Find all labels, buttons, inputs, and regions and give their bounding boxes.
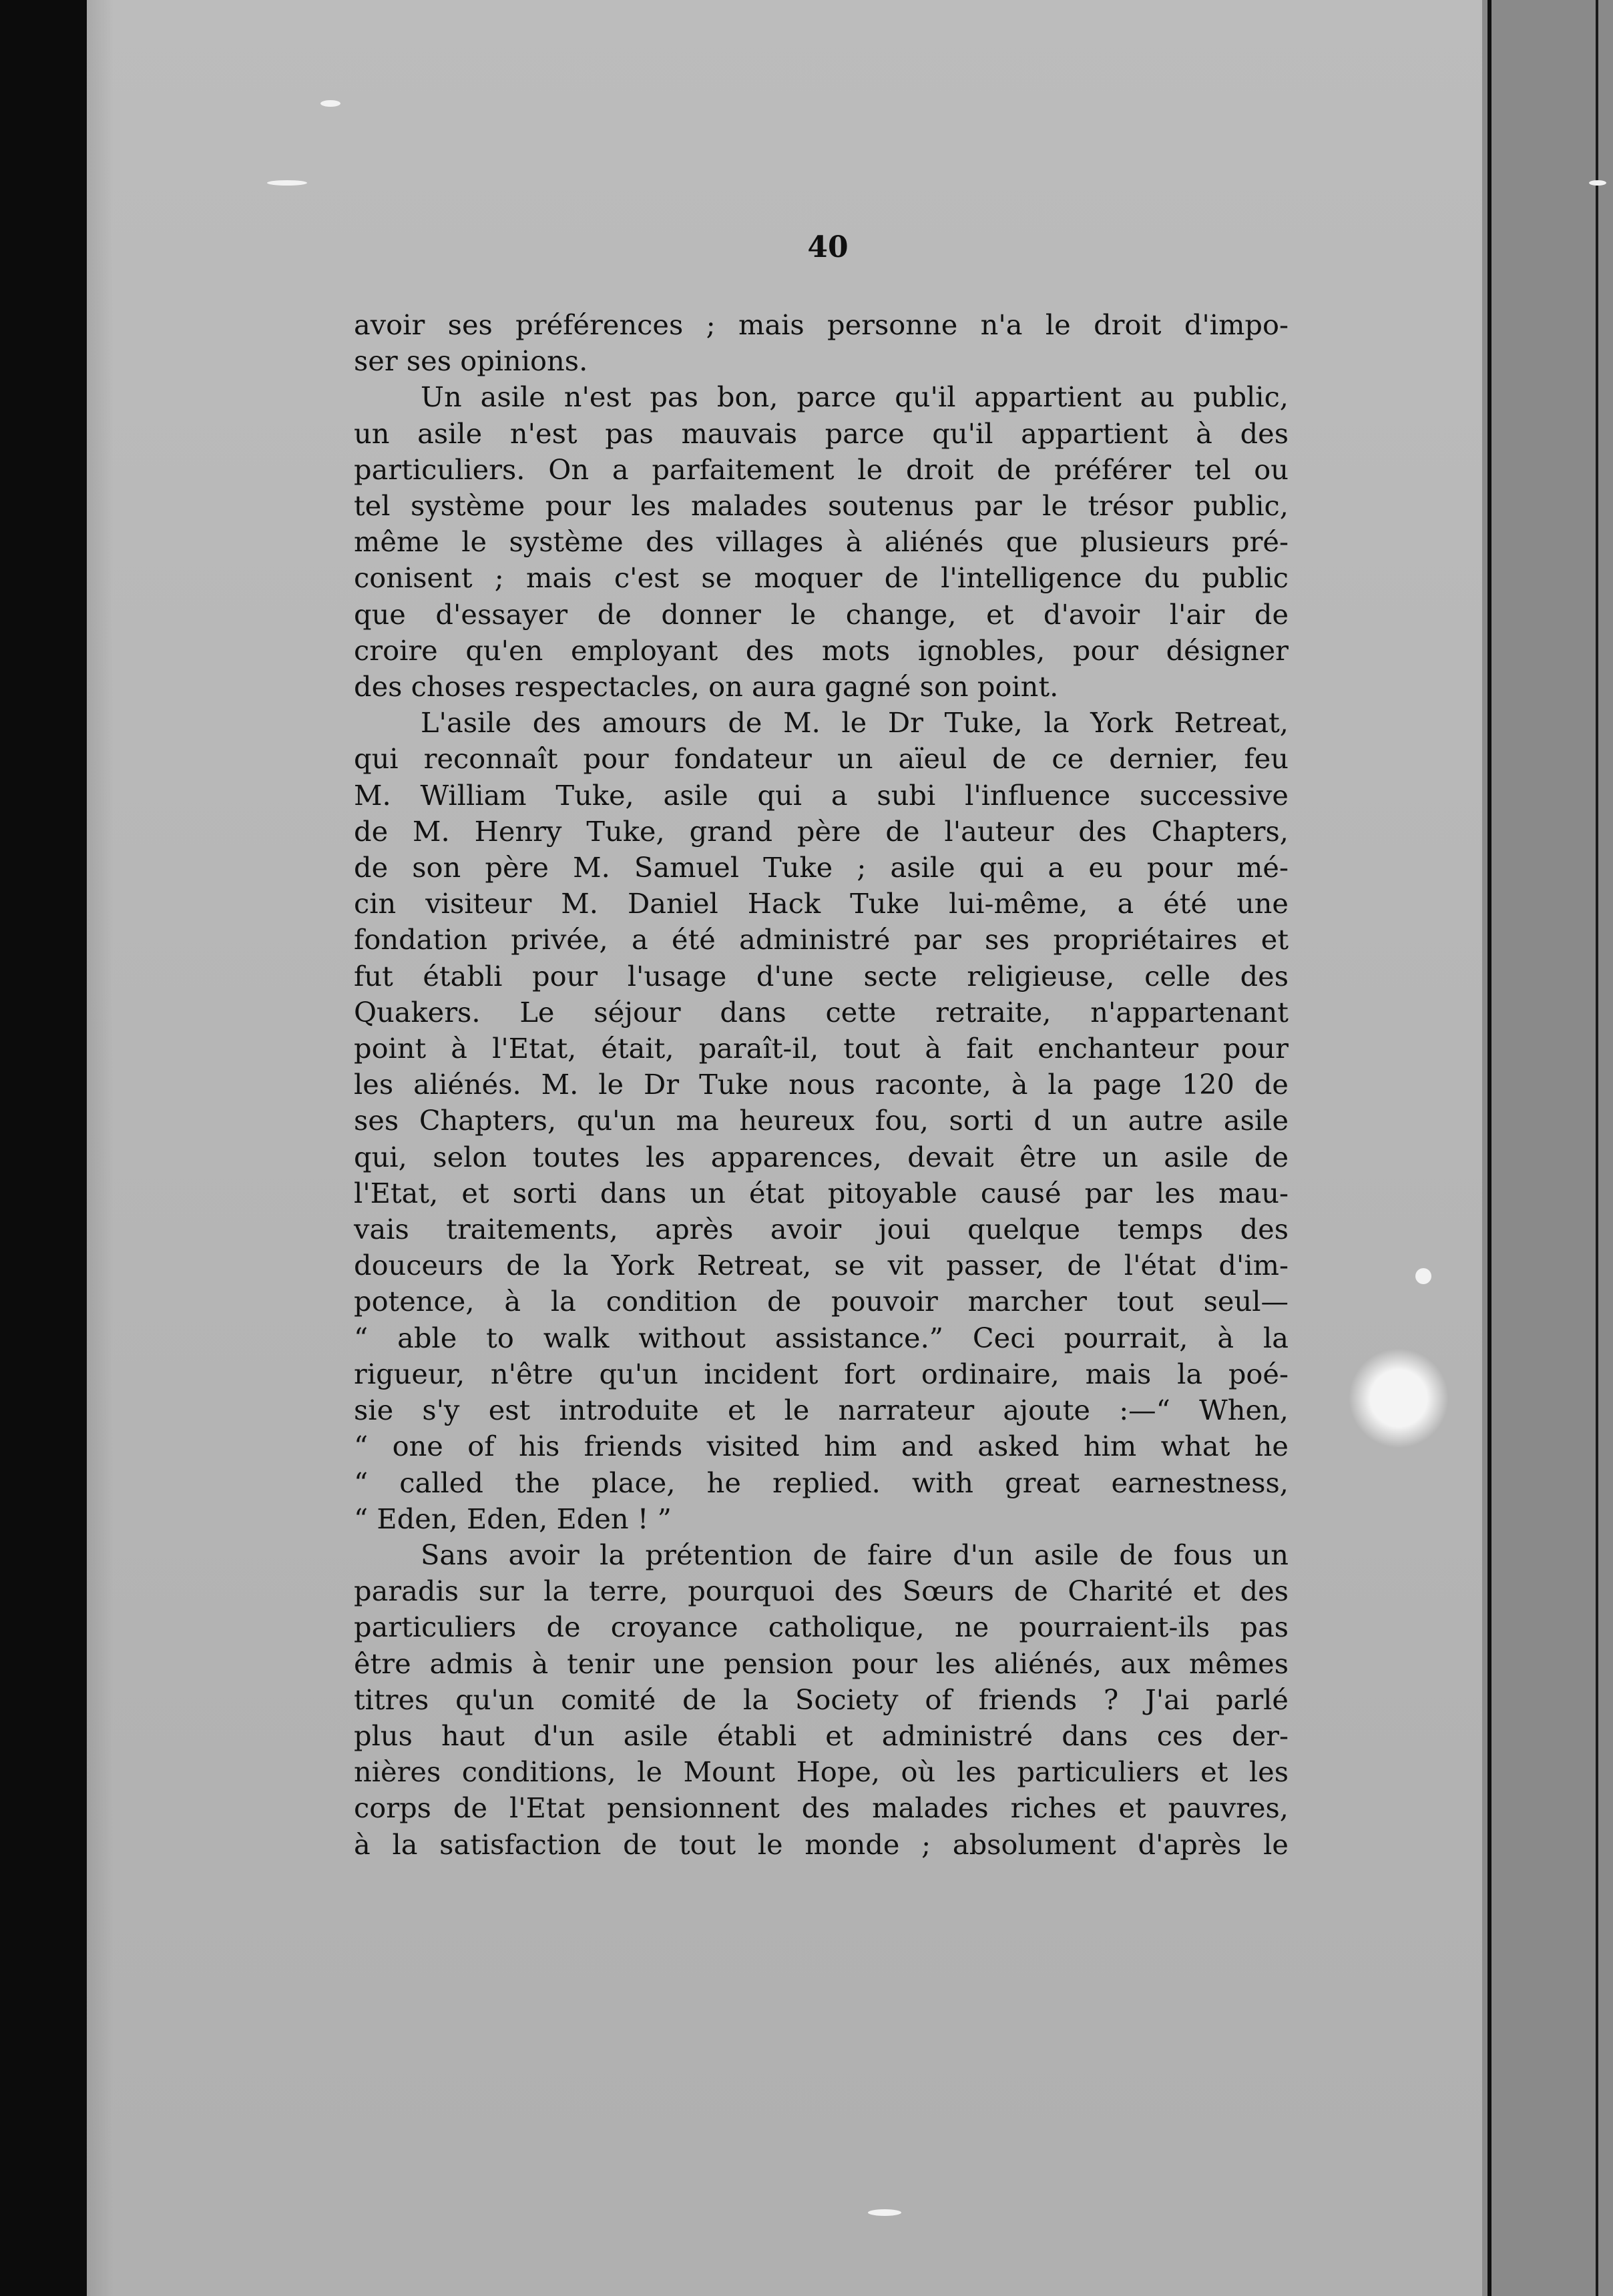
text-line: fut établi pour l'usage d'une secte religieuse, celle des — [354, 959, 1289, 992]
text-line: douceurs de la York Retreat, se vit passer, de l'état d'im- — [354, 1249, 1289, 1282]
text-line: l'Etat, et sorti dans un état pitoyable causé par les mau- — [354, 1176, 1289, 1209]
facing-page-edge — [1482, 0, 1613, 2296]
facing-page-border — [1596, 0, 1598, 2296]
text-line: des choses respectacles, on aura gagné son point. — [354, 670, 1059, 703]
text-line: avoir ses préférences ; mais personne n'a le droit d'impo- — [354, 308, 1289, 341]
text-line: Un asile n'est pas bon, parce qu'il appartient au public, — [421, 380, 1289, 414]
text-line: à la satisfaction de tout le monde ; absolument d'après le — [354, 1827, 1289, 1861]
text-line: Quakers. Le séjour dans cette retraite, n'appartenant — [354, 995, 1289, 1029]
text-line: même le système des villages à aliénés que plusieurs pré- — [354, 525, 1289, 559]
text-line: “ one of his friends visited him and asked him what he — [354, 1430, 1289, 1463]
scan-speck — [1589, 180, 1606, 186]
text-line: particuliers de croyance catholique, ne pourraient-ils pas — [354, 1611, 1289, 1644]
scan-speck — [320, 100, 340, 107]
text-line: cin visiteur M. Daniel Hack Tuke lui-même, a été une — [354, 887, 1289, 920]
body-text — [354, 307, 1289, 1863]
paragraph — [354, 705, 1289, 1537]
text-line: nières conditions, le Mount Hope, où les particuliers et les — [354, 1755, 1289, 1789]
text-line: M. William Tuke, asile qui a subi l'influence successive — [354, 778, 1289, 812]
text-line: être admis à tenir une pension pour les aliénés, aux mêmes — [354, 1647, 1289, 1680]
scan-speck — [267, 180, 307, 186]
text-line: les aliénés. M. le Dr Tuke nous raconte, à la page 120 de — [354, 1068, 1289, 1101]
text-line: titres qu'un comité de la Society of friends ? J'ai parlé — [354, 1683, 1289, 1716]
text-line: conisent ; mais c'est se moquer de l'intelligence du public — [354, 561, 1289, 595]
text-line: plus haut d'un asile établi et administré dans ces der- — [354, 1719, 1289, 1752]
text-line: sie s'y est introduite et le narrateur ajoute :—“ When, — [354, 1394, 1289, 1427]
text-line: paradis sur la terre, pourquoi des Sœurs de Charité et des — [354, 1574, 1289, 1608]
text-line: L'asile des amours de M. le Dr Tuke, la York Retreat, — [421, 706, 1289, 740]
paragraph — [354, 1537, 1289, 1863]
paragraph — [354, 307, 1289, 379]
scan-speck — [1415, 1268, 1431, 1284]
text-line: qui, selon toutes les apparences, devait être un asile de — [354, 1140, 1289, 1173]
text-line: vais traitements, après avoir joui quelque temps des — [354, 1213, 1289, 1246]
text-line: Sans avoir la prétention de faire d'un asile de fous un — [421, 1538, 1289, 1571]
text-line: particuliers. On a parfaitement le droit de préférer tel ou — [354, 453, 1289, 486]
text-line: ses Chapters, qu'un ma heureux fou, sorti d un autre asile — [354, 1104, 1289, 1137]
text-line: fondation privée, a été administré par ses propriétaires et — [354, 923, 1289, 956]
scan-blemish — [1349, 1348, 1449, 1448]
text-line: qui reconnaît pour fondateur un aïeul de ce dernier, feu — [354, 742, 1289, 776]
paragraph — [354, 379, 1289, 705]
text-line: potence, à la condition de pouvoir marcher tout seul— — [354, 1285, 1289, 1318]
text-line: que d'essayer de donner le change, et d'avoir l'air de — [354, 597, 1289, 631]
text-line: point à l'Etat, était, paraît-il, tout à fait enchanteur pour — [354, 1032, 1289, 1065]
text-line: corps de l'Etat pensionnent des malades riches et pauvres, — [354, 1791, 1289, 1825]
text-line: de son père M. Samuel Tuke ; asile qui a eu pour mé- — [354, 851, 1289, 884]
text-line: rigueur, n'être qu'un incident fort ordinaire, mais la poé- — [354, 1357, 1289, 1390]
text-line: croire qu'en employant des mots ignobles, pour désigner — [354, 633, 1289, 667]
text-line: “ Eden, Eden, Eden ! ” — [354, 1502, 672, 1535]
text-line: “ able to walk without assistance.” Ceci pourrait, à la — [354, 1321, 1289, 1354]
page-number: 40 — [807, 230, 849, 264]
text-line: tel système pour les malades soutenus par le trésor public, — [354, 489, 1289, 523]
text-line: “ called the place, he replied. with great earnestness, — [354, 1466, 1289, 1499]
page-fold-line — [1487, 0, 1491, 2296]
text-line: de M. Henry Tuke, grand père de l'auteur des Chapters, — [354, 814, 1289, 848]
scan-speck — [868, 2209, 901, 2216]
text-line: un asile n'est pas mauvais parce qu'il appartient à des — [354, 416, 1289, 450]
text-line: ser ses opinions. — [354, 344, 588, 378]
